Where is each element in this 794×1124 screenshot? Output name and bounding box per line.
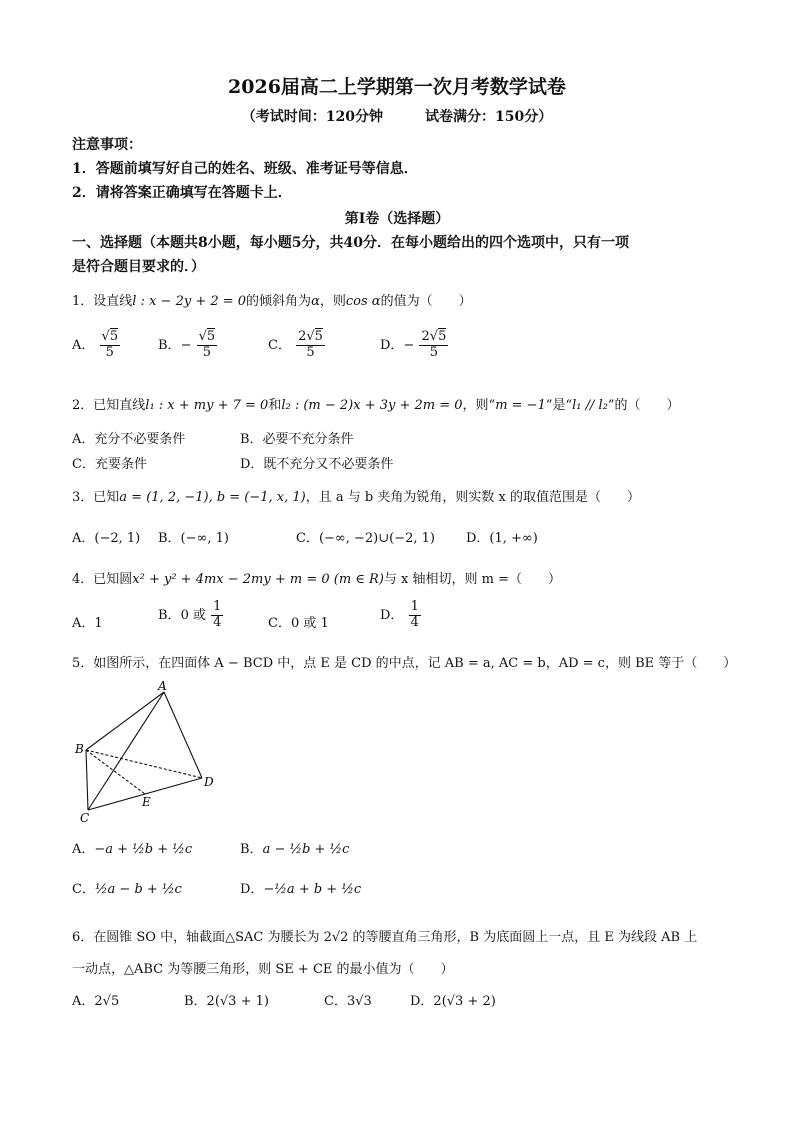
edge-ab: [86, 692, 164, 750]
label-e: E: [142, 795, 151, 809]
question-1-option-a: A． $\frac{√5}{5}$: [72, 329, 119, 360]
question-3-option-a: A．(−2, 1): [72, 531, 141, 546]
question-4-option-d: D． $\frac{1}{4}$: [380, 599, 419, 630]
question-1-option-c: C． $\frac{2√5}{5}$: [268, 329, 323, 360]
question-6-stem-line1: 6．在圆锥 SO 中，轴截面△SAC 为腰长为 2√2 的等腰直角三角形，B 为底面圆上一点，且 E 为线段 AB 上: [72, 930, 698, 945]
edge-bc: [86, 750, 88, 810]
question-4-option-b: B．0 或 $\frac{1}{4}$: [158, 599, 222, 630]
question-6-option-d: D．2(√3 + 2): [410, 994, 496, 1009]
question-2-option-a: A．充分不必要条件: [72, 432, 186, 447]
question-4-option-c: C．0 或 1: [268, 616, 329, 631]
question-5-option-a: A．−a + ½b + ½c: [72, 842, 193, 857]
edge-ad: [164, 692, 202, 778]
edge-bd: [86, 750, 202, 778]
question-1-stem: 1．设直线l : x − 2y + 2 = 0的倾斜角为α，则cos α的值为（ ）: [72, 294, 472, 309]
question-3-option-b: B．(−∞, 1): [158, 531, 229, 546]
question-5-option-d: D．−½a + b + ½c: [240, 882, 362, 897]
question-3-option-d: D．(1, +∞): [466, 531, 538, 546]
question-2-option-c: C．充要条件: [72, 457, 147, 472]
question-5-option-c: C．½a − b + ½c: [72, 882, 182, 897]
question-4-option-a: A．1: [72, 616, 103, 631]
notes-heading: 注意事项：: [72, 137, 142, 153]
question-2-option-d: D．既不充分又不必要条件: [240, 457, 394, 472]
part-title: 第Ⅰ卷（选择题）: [344, 211, 450, 227]
question-6-stem-line2: 一动点，△ABC 为等腰三角形，则 SE + CE 的最小值为（ ）: [72, 962, 454, 977]
section-heading-line1: 一、选择题（本题共8小题，每小题5分，共40分．在每小题给出的四个选项中，只有一项: [72, 235, 629, 251]
question-2-option-b: B．必要不充分条件: [240, 432, 354, 447]
question-1-option-d: D．− $\frac{2√5}{5}$: [380, 329, 447, 360]
note-item-2: 2．请将答案正确填写在答题卡上．: [72, 185, 292, 201]
section-heading-line2: 是符合题目要求的．）: [72, 259, 205, 275]
label-c: C: [80, 811, 90, 825]
label-a: A: [158, 680, 167, 693]
question-6-option-b: B．2(√3 + 1): [184, 994, 269, 1009]
question-6-option-a: A．2√5: [72, 994, 120, 1009]
question-2-stem: 2．已知直线l₁ : x + my + 7 = 0和l₂ : (m − 2)x + 3y + 2m = 0，则“m = −1”是“l₁ // l₂”的（ ）: [72, 398, 680, 413]
question-5-option-b: B．a − ½b + ½c: [240, 842, 350, 857]
note-item-1: 1．答题前填写好自己的姓名、班级、准考证号等信息．: [72, 161, 418, 177]
label-d: D: [204, 775, 214, 789]
tetrahedron-figure: [72, 680, 232, 825]
question-3-option-c: C．(−∞, −2)∪(−2, 1): [296, 531, 435, 546]
label-b: B: [75, 742, 84, 756]
question-3-stem: 3．已知a = (1, 2, −1), b = (−1, x, 1)，且 a 与 b 夹角为锐角，则实数 x 的取值范围是（ ）: [72, 490, 640, 505]
question-4-stem: 4．已知圆x² + y² + 4mx − 2my + m = 0 (m ∈ R)与 x 轴相切，则 m =（ ）: [72, 572, 562, 587]
question-1-option-b: B．− $\frac{√5}{5}$: [158, 329, 216, 360]
question-5-stem: 5．如图所示，在四面体 A − BCD 中，点 E 是 CD 的中点，记 AB = a, AC = b，AD = c，则 BE 等于（ ）: [72, 656, 737, 671]
exam-title: 2026届高二上学期第一次月考数学试卷: [228, 76, 566, 98]
question-6-option-c: C．3√3: [324, 994, 372, 1009]
exam-subtitle: （考试时间：120分钟 试卷满分：150分）: [241, 109, 553, 125]
